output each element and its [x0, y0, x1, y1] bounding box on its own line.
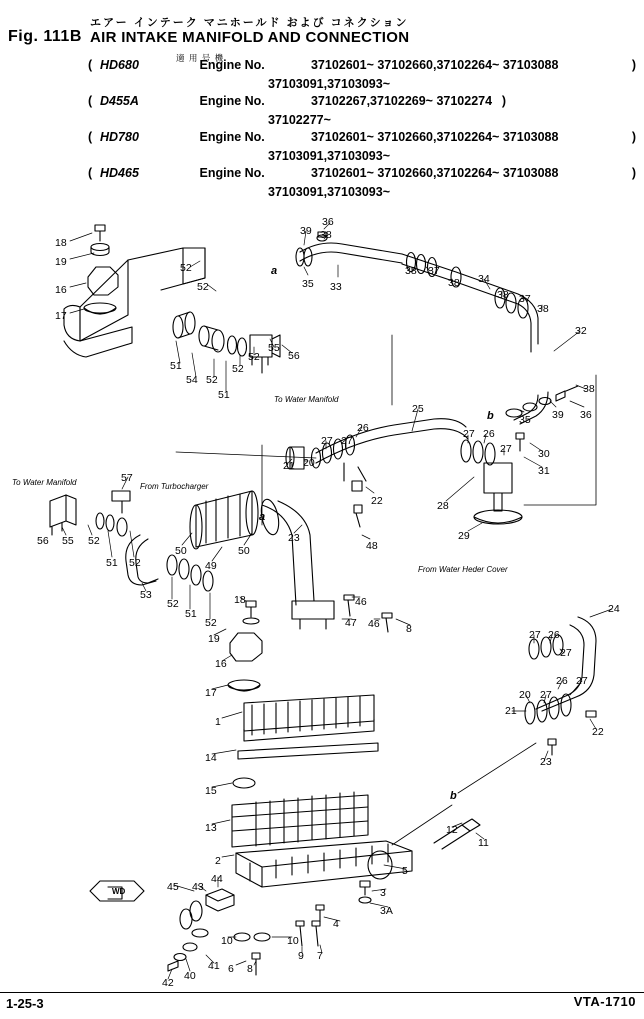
callout-number: 52 — [205, 617, 217, 629]
callout-number: 19 — [208, 633, 220, 645]
callout-number: 45 — [167, 881, 179, 893]
section-letter-b-lower: b — [450, 790, 457, 802]
callout-number: 28 — [437, 500, 449, 512]
callout-number: 25 — [412, 403, 424, 415]
brace-right-icon: ) — [501, 94, 506, 108]
callout-number: 38 — [537, 303, 549, 315]
callout-number: 52 — [167, 598, 179, 610]
callout-number: 13 — [205, 822, 217, 834]
callout-number: 50 — [238, 545, 250, 557]
callout-number: 8 — [406, 623, 412, 635]
callout-number: 38 — [583, 383, 595, 395]
callout-number: 8 — [247, 963, 253, 975]
callout-number: 51 — [185, 608, 197, 620]
callout-number: 46 — [355, 596, 367, 608]
applicability-table — [88, 58, 636, 202]
engine-no-label: Engine No. — [199, 166, 265, 180]
callout-number: 36 — [322, 216, 334, 228]
engine-range: 37102267,37102269~ 37102274 — [310, 94, 493, 108]
callout-number: 9 — [298, 950, 304, 962]
exploded-parts-drawing — [0, 205, 644, 995]
callout-number: 3 — [380, 887, 386, 899]
callout-number: 1 — [215, 716, 221, 728]
callout-number: 27 — [560, 647, 572, 659]
callout-number: 54 — [186, 374, 198, 386]
figure-number: Fig. 111B — [8, 28, 82, 45]
callout-number: 52 — [206, 374, 218, 386]
callout-number: 35 — [302, 278, 314, 290]
callout-number: 56 — [288, 350, 300, 362]
applicability-row — [88, 58, 636, 77]
callout-number: 23 — [540, 756, 552, 768]
callout-number: 51 — [218, 389, 230, 401]
callout-number: 27 — [463, 428, 475, 440]
engine-no-label: Engine No. — [199, 130, 265, 144]
callout-number: 5 — [402, 865, 408, 877]
callout-number: 30 — [538, 448, 550, 460]
callout-number: 20 — [519, 689, 531, 701]
callout-number: 33 — [330, 281, 342, 293]
callout-number: 22 — [592, 726, 604, 738]
callout-number: 55 — [62, 535, 74, 547]
footer-divider — [0, 992, 644, 993]
callout-number: 36 — [580, 409, 592, 421]
callout-number: 43 — [192, 881, 204, 893]
section-letter-a-lower: a — [259, 511, 266, 523]
callout-number: 7 — [317, 950, 323, 962]
model-name: HD680 — [100, 58, 139, 72]
callout-number: 55 — [268, 342, 280, 354]
callout-number: 27 — [576, 675, 588, 687]
engine-range: 37102601~ 37102660,37102264~ 37103088 — [310, 58, 559, 72]
callout-number: 37 — [428, 265, 440, 277]
wd-mark-label: WD — [112, 887, 126, 896]
note-from-turbocharger: From Turbocharger — [140, 482, 209, 491]
note-from-water-header-cover: From Water Heder Cover — [418, 565, 508, 574]
callout-number: 3A — [380, 905, 393, 917]
callout-number: 11 — [478, 837, 489, 849]
applicability-row — [88, 166, 636, 185]
callout-number: 39 — [552, 409, 564, 421]
applicability-row — [88, 130, 636, 149]
callout-number: 35 — [519, 414, 531, 426]
callout-number: 27 — [321, 435, 333, 447]
callout-number: 27 — [341, 435, 353, 447]
brace-left-icon: ( — [88, 130, 93, 144]
callout-number: 52 — [248, 351, 260, 363]
callout-number: 42 — [162, 977, 174, 989]
callout-number: 52 — [129, 557, 141, 569]
callout-number: 41 — [208, 960, 220, 972]
callout-number: 27 — [500, 443, 512, 455]
callout-number: 18 — [55, 237, 67, 249]
callout-number: 6 — [228, 963, 234, 975]
brace-right-icon: ) — [631, 130, 636, 144]
section-letter-a-upper: a — [271, 265, 278, 277]
engine-range-cont: 37102277~ — [268, 113, 331, 127]
callout-number: 40 — [184, 970, 196, 982]
brace-right-icon: ) — [631, 166, 636, 180]
callout-number: 27 — [540, 689, 552, 701]
callout-number: 38 — [448, 277, 460, 289]
callout-number: 20 — [303, 457, 315, 469]
callout-number: 21 — [505, 705, 517, 717]
callout-number: 56 — [37, 535, 49, 547]
callout-number: 49 — [205, 560, 217, 572]
callout-number: 39 — [300, 225, 312, 237]
callout-number: 38 — [320, 229, 332, 241]
callout-number: 10 — [221, 935, 233, 947]
brace-left-icon: ( — [88, 58, 93, 72]
callout-number: 14 — [205, 752, 217, 764]
callout-number: 38 — [405, 265, 417, 277]
engine-range-cont: 37103091,37103093~ — [268, 77, 391, 91]
drawing-vector — [0, 205, 644, 995]
callout-number: 51 — [170, 360, 182, 372]
callout-number: 19 — [55, 256, 67, 268]
callout-number: 24 — [608, 603, 620, 615]
callout-number: 50 — [175, 545, 187, 557]
model-name: HD780 — [100, 130, 139, 144]
applicability-row — [88, 94, 630, 113]
callout-number: 32 — [575, 325, 587, 337]
brace-left-icon: ( — [88, 166, 93, 180]
callout-number: 27 — [529, 629, 541, 641]
model-name: D455A — [100, 94, 139, 108]
section-letter-b-upper: b — [487, 410, 494, 422]
engine-range: 37102601~ 37102660,37102264~ 37103088 — [310, 130, 559, 144]
callout-number: 57 — [121, 472, 133, 484]
callout-number: 26 — [556, 675, 568, 687]
callout-number: 52 — [88, 535, 100, 547]
note-to-water-manifold-left: To Water Manifold — [12, 478, 77, 487]
callout-number: 26 — [548, 629, 560, 641]
callout-number: 44 — [211, 873, 223, 885]
engine-range-cont: 37103091,37103093~ — [268, 149, 391, 163]
callout-number: 23 — [288, 532, 300, 544]
engine-range: 37102601~ 37102660,37102264~ 37103088 — [310, 166, 559, 180]
callout-number: 46 — [368, 618, 380, 630]
callout-number: 22 — [371, 495, 383, 507]
callout-number: 15 — [205, 785, 217, 797]
callout-number: 17 — [55, 310, 67, 322]
callout-number: 34 — [478, 273, 490, 285]
callout-number: 47 — [345, 617, 357, 629]
callout-number: 10 — [287, 935, 299, 947]
callout-number: 38 — [497, 289, 509, 301]
callout-number: 18 — [234, 594, 246, 606]
document-code: VTA-1710 — [573, 994, 636, 1009]
callout-number: 51 — [106, 557, 118, 569]
applicability-label: 適 用 号 機 — [176, 53, 225, 63]
callout-number: 2 — [215, 855, 221, 867]
engine-range-cont: 37103091,37103093~ — [268, 185, 391, 199]
callout-number: 21 — [283, 460, 295, 472]
engine-no-label: Engine No. — [199, 58, 265, 72]
title-english: AIR INTAKE MANIFOLD AND CONNECTION — [90, 29, 410, 46]
callout-number: 26 — [357, 422, 369, 434]
callout-number: 31 — [538, 465, 550, 477]
callout-number: 16 — [55, 284, 67, 296]
page-number: 1-25-3 — [6, 996, 44, 1011]
callout-number: 53 — [140, 589, 152, 601]
callout-number: 4 — [333, 918, 339, 930]
callout-number: 16 — [215, 658, 227, 670]
callout-number: 12 — [446, 824, 458, 836]
callout-number: 52 — [197, 281, 209, 293]
callout-number: 17 — [205, 687, 217, 699]
callout-number: 52 — [232, 363, 244, 375]
note-to-water-manifold-upper: To Water Manifold — [274, 395, 339, 404]
engine-no-label: Engine No. — [199, 94, 265, 108]
callout-number: 29 — [458, 530, 470, 542]
brace-right-icon: ) — [631, 58, 636, 72]
model-name: HD465 — [100, 166, 139, 180]
callout-number: 52 — [180, 262, 192, 274]
title-japanese: エアー インテーク マニホールド および コネクション — [90, 17, 409, 29]
callout-number: 26 — [483, 428, 495, 440]
brace-left-icon: ( — [88, 94, 93, 108]
callout-number: 48 — [366, 540, 378, 552]
callout-number: 37 — [519, 293, 531, 305]
